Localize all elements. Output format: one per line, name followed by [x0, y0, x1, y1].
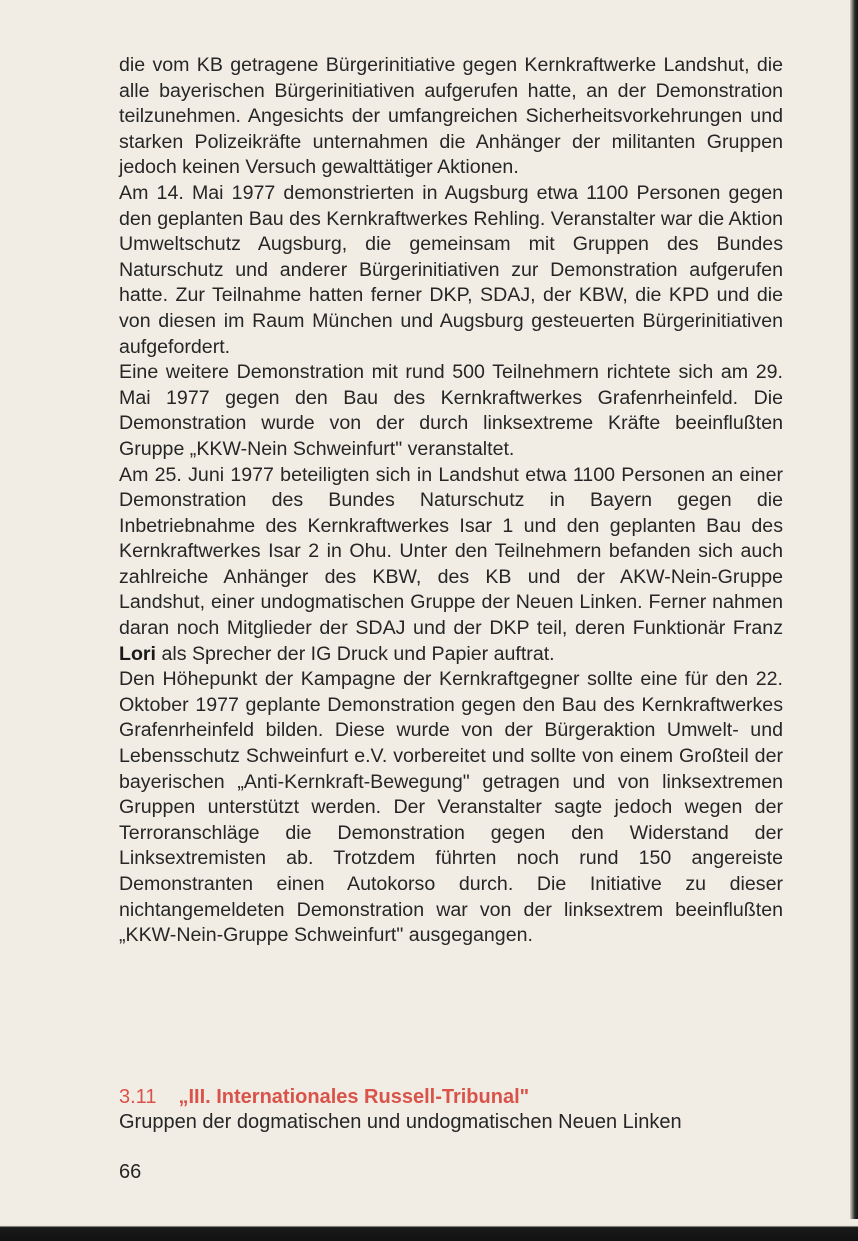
section-heading	[119, 1085, 783, 1111]
page-number: 66	[119, 1161, 142, 1183]
paragraph-4-text-after: als Sprecher der IG Druck und Papier auftrat.	[156, 642, 555, 665]
paragraph-5: Den Höhepunkt der Kampagne der Kernkraftgegner sollte eine für den 22. Oktober 1977 geplante Demonstration gegen den Bau des Kernkraftwerkes Grafenrheinfeld bilden. Diese wurde von der Bürgeraktion Umwelt- und Lebensschutz Schweinfurt e.V. vorbereitet und sollte von einem Großteil der bayerischen „Anti-Kernkraft-Bewegung" getragen und von linksextremen Gruppen unterstützt werden. Der Veranstalter sagte jedoch wegen der Terroranschläge die Demonstration gegen den Widerstand der Linksextremisten ab. Trotzdem führten noch rund 150 angereiste Demonstranten einen Autokorso durch. Die Initiative zu dieser nichtangemeldeten Demonstration war von der linksextrem beeinflußten „KKW-Nein-Gruppe Schweinfurt" ausgegangen.	[119, 668, 783, 947]
person-name-bold: Lori	[119, 642, 157, 665]
paragraph-2: Am 14. Mai 1977 demonstrierten in Augsburg etwa 1100 Personen gegen den geplanten Bau des Kernkraftwerkes Rehling. Veranstalter war die Aktion Umweltschutz Augsburg, die gemeinsam mit Gruppen des Bundes Naturschutz und anderer Bürgerinitiativen zur Demonstration aufgerufen hatte. Zur Teilnahme hatten ferner DKP, SDAJ, der KBW, die KPD und die von diesen im Raum München und Augsburg gesteuerten Bürgerinitiativen aufgefordert.	[119, 181, 783, 358]
paragraph-4	[119, 463, 783, 668]
section-first-line: Gruppen der dogmatischen und undogmatischen Neuen Linken	[119, 1111, 682, 1133]
paragraph-4-text-before: Am 25. Juni 1977 beteiligten sich in Landshut etwa 1100 Personen an einer Demonstration des Bundes Naturschutz in Bayern gegen die Inbetriebnahme des Kernkraftwerkes Isar 1 und den geplanten Bau des Kernkraftwerkes Isar 2 in Ohu. Unter den Teilnehmern befanden sich auch zahlreiche Anhänger des KBW, des KB und der AKW-Nein-Gruppe Landshut, einer undogmatischen Gruppe der Neuen Linken. Ferner nahmen daran noch Mitglieder der SDAJ und der DKP teil, deren Funktionär Franz	[119, 463, 783, 640]
scan-edge-bottom	[0, 1219, 858, 1241]
scan-edge-right	[850, 0, 858, 1241]
body-text	[119, 53, 783, 949]
paragraph-1: die vom KB getragene Bürgerinitiative gegen Kernkraftwerke Landshut, die alle bayerischen Bürgerinitiativen aufgerufen hatte, an der Demonstration teilzunehmen. Angesichts der umfangreichen Sicherheitsvorkehrungen und starken Polizeikräfte unternahmen die Anhänger der militanten Gruppen jedoch keinen Versuch gewalttätiger Aktionen.	[119, 54, 783, 179]
section-number: 3.11	[119, 1086, 157, 1108]
section-title: „III. Internationales Russell-Tribunal"	[178, 1086, 530, 1108]
paragraph-3: Eine weitere Demonstration mit rund 500 Teilnehmern richtete sich am 29. Mai 1977 gegen den Bau des Kernkraftwerkes Grafenrheinfeld. Die Demonstration wurde von der durch linksextreme Kräfte beeinflußten Gruppe „KKW-Nein Schweinfurt" veranstaltet.	[119, 361, 783, 460]
